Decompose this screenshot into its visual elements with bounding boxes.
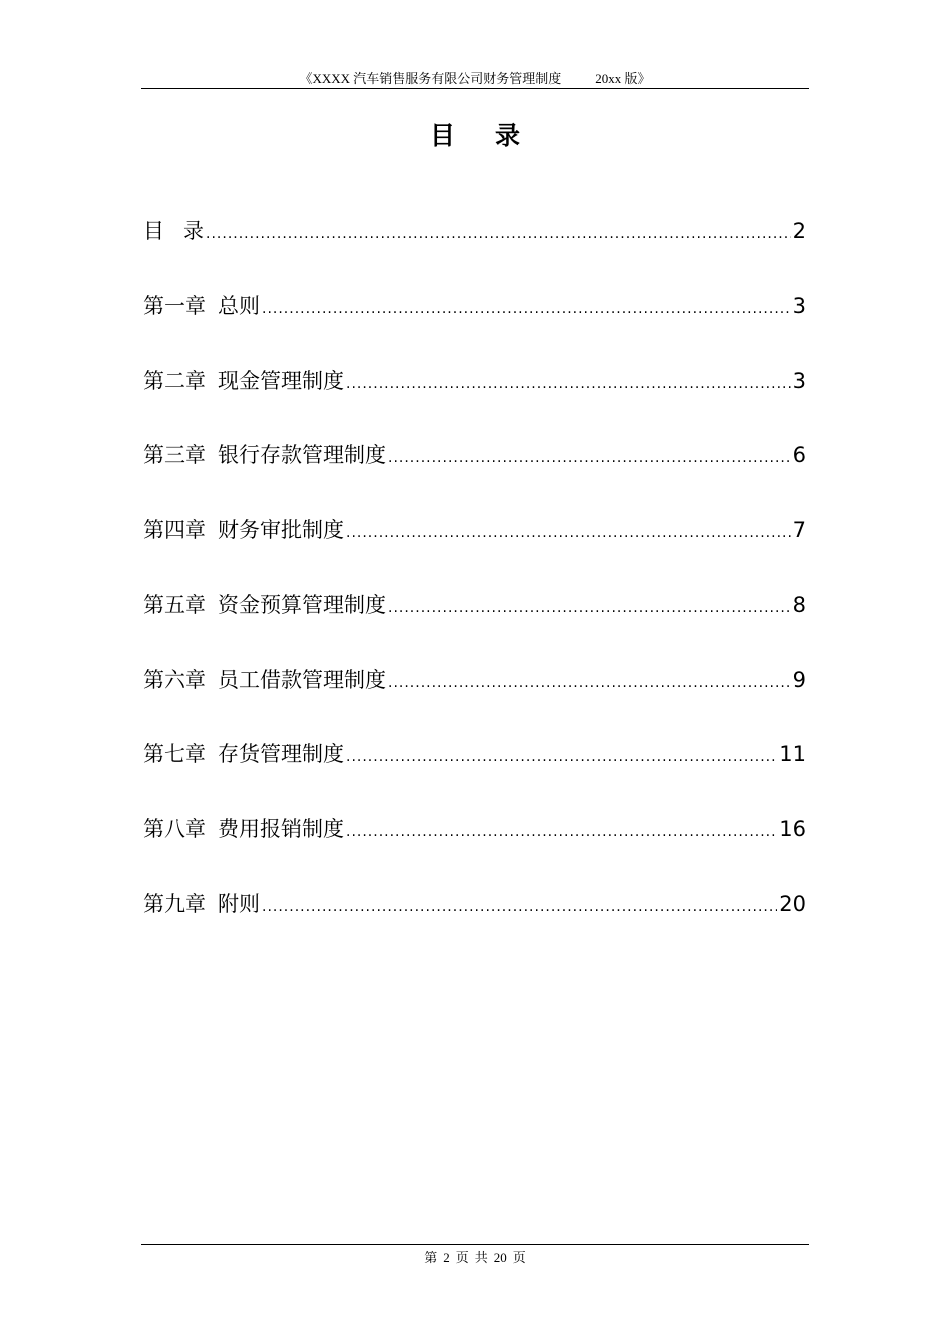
- toc-heading-char-1: 目: [429, 121, 455, 150]
- toc-dot-leader: [388, 439, 791, 477]
- toc-dot-leader: [206, 215, 791, 253]
- toc-title: 员工借款管理制度: [218, 667, 386, 692]
- toc-chapter-label: 目: [143, 219, 164, 243]
- toc-title: 现金管理制度: [218, 368, 344, 393]
- toc-chapter-label: 第九章: [143, 891, 206, 916]
- toc-title: 费用报销制度: [218, 817, 344, 841]
- toc-title: 银行存款管理制度: [218, 443, 386, 468]
- toc-chapter-label: 第五章: [143, 592, 206, 617]
- toc-dot-leader: [346, 738, 777, 776]
- toc-entry-chapter-3[interactable]: [143, 436, 806, 511]
- toc-dot-leader: [388, 589, 791, 627]
- toc-chapter-label: 第二章: [143, 368, 206, 393]
- toc-title: 财务审批制度: [218, 518, 344, 542]
- toc-entry-chapter-6[interactable]: [143, 661, 806, 736]
- footer-label-di: 第: [424, 1250, 438, 1265]
- toc-dot-leader: [346, 813, 777, 851]
- footer-label-gong: 共: [474, 1250, 488, 1265]
- toc-dot-leader: [346, 514, 791, 552]
- footer-total-pages: 20: [493, 1250, 507, 1265]
- toc-entry-contents[interactable]: [143, 212, 806, 287]
- page-footer: [141, 1249, 809, 1267]
- toc-title: 录: [183, 219, 205, 243]
- toc-entry-chapter-7[interactable]: [143, 735, 806, 810]
- toc-title: 总则: [218, 293, 260, 318]
- toc-page-number: 2: [792, 219, 806, 243]
- toc-entry-chapter-1[interactable]: [143, 287, 806, 362]
- toc-page-number: 6: [792, 443, 806, 468]
- toc-page-number: 9: [792, 667, 806, 692]
- toc-entry-chapter-5[interactable]: [143, 586, 806, 661]
- header-rule: [141, 88, 809, 89]
- toc-entry-chapter-2[interactable]: [143, 362, 806, 437]
- toc-chapter-label: 第一章: [143, 293, 206, 318]
- header-doc-title: 《XXXX 汽车销售服务有限公司财务管理制度: [299, 71, 562, 86]
- toc-page-number: 16: [779, 817, 806, 841]
- footer-label-ye: 页: [455, 1250, 469, 1265]
- toc-dot-leader: [346, 365, 791, 403]
- toc-heading: [141, 118, 809, 154]
- toc-dot-leader: [262, 888, 777, 926]
- toc-title: 附则: [218, 891, 260, 916]
- toc-chapter-label: 第四章: [143, 518, 206, 542]
- toc-title: 存货管理制度: [218, 742, 344, 767]
- header-edition: 20xx 版》: [595, 71, 651, 86]
- toc-page-number: 3: [792, 368, 806, 393]
- toc-dot-leader: [388, 664, 791, 702]
- footer-rule: [141, 1244, 809, 1245]
- toc-title: 资金预算管理制度: [218, 592, 386, 617]
- toc-chapter-label: 第七章: [143, 742, 206, 767]
- footer-current-page: 2: [443, 1250, 450, 1265]
- running-header: [141, 70, 809, 88]
- footer-label-ye-2: 页: [512, 1250, 526, 1265]
- toc-chapter-label: 第三章: [143, 443, 206, 468]
- toc-page-number: 7: [792, 518, 806, 542]
- toc-page-number: 20: [779, 891, 806, 916]
- toc-page-number: 8: [792, 592, 806, 617]
- toc-page-number: 3: [792, 293, 806, 318]
- toc-page-number: 11: [779, 742, 806, 767]
- toc-dot-leader: [262, 290, 791, 328]
- toc-chapter-label: 第八章: [143, 817, 206, 841]
- toc-list: [143, 212, 806, 960]
- toc-entry-chapter-8[interactable]: [143, 810, 806, 885]
- toc-heading-char-2: 录: [495, 121, 521, 150]
- toc-chapter-label: 第六章: [143, 667, 206, 692]
- toc-entry-chapter-9[interactable]: [143, 885, 806, 960]
- toc-entry-chapter-4[interactable]: [143, 511, 806, 586]
